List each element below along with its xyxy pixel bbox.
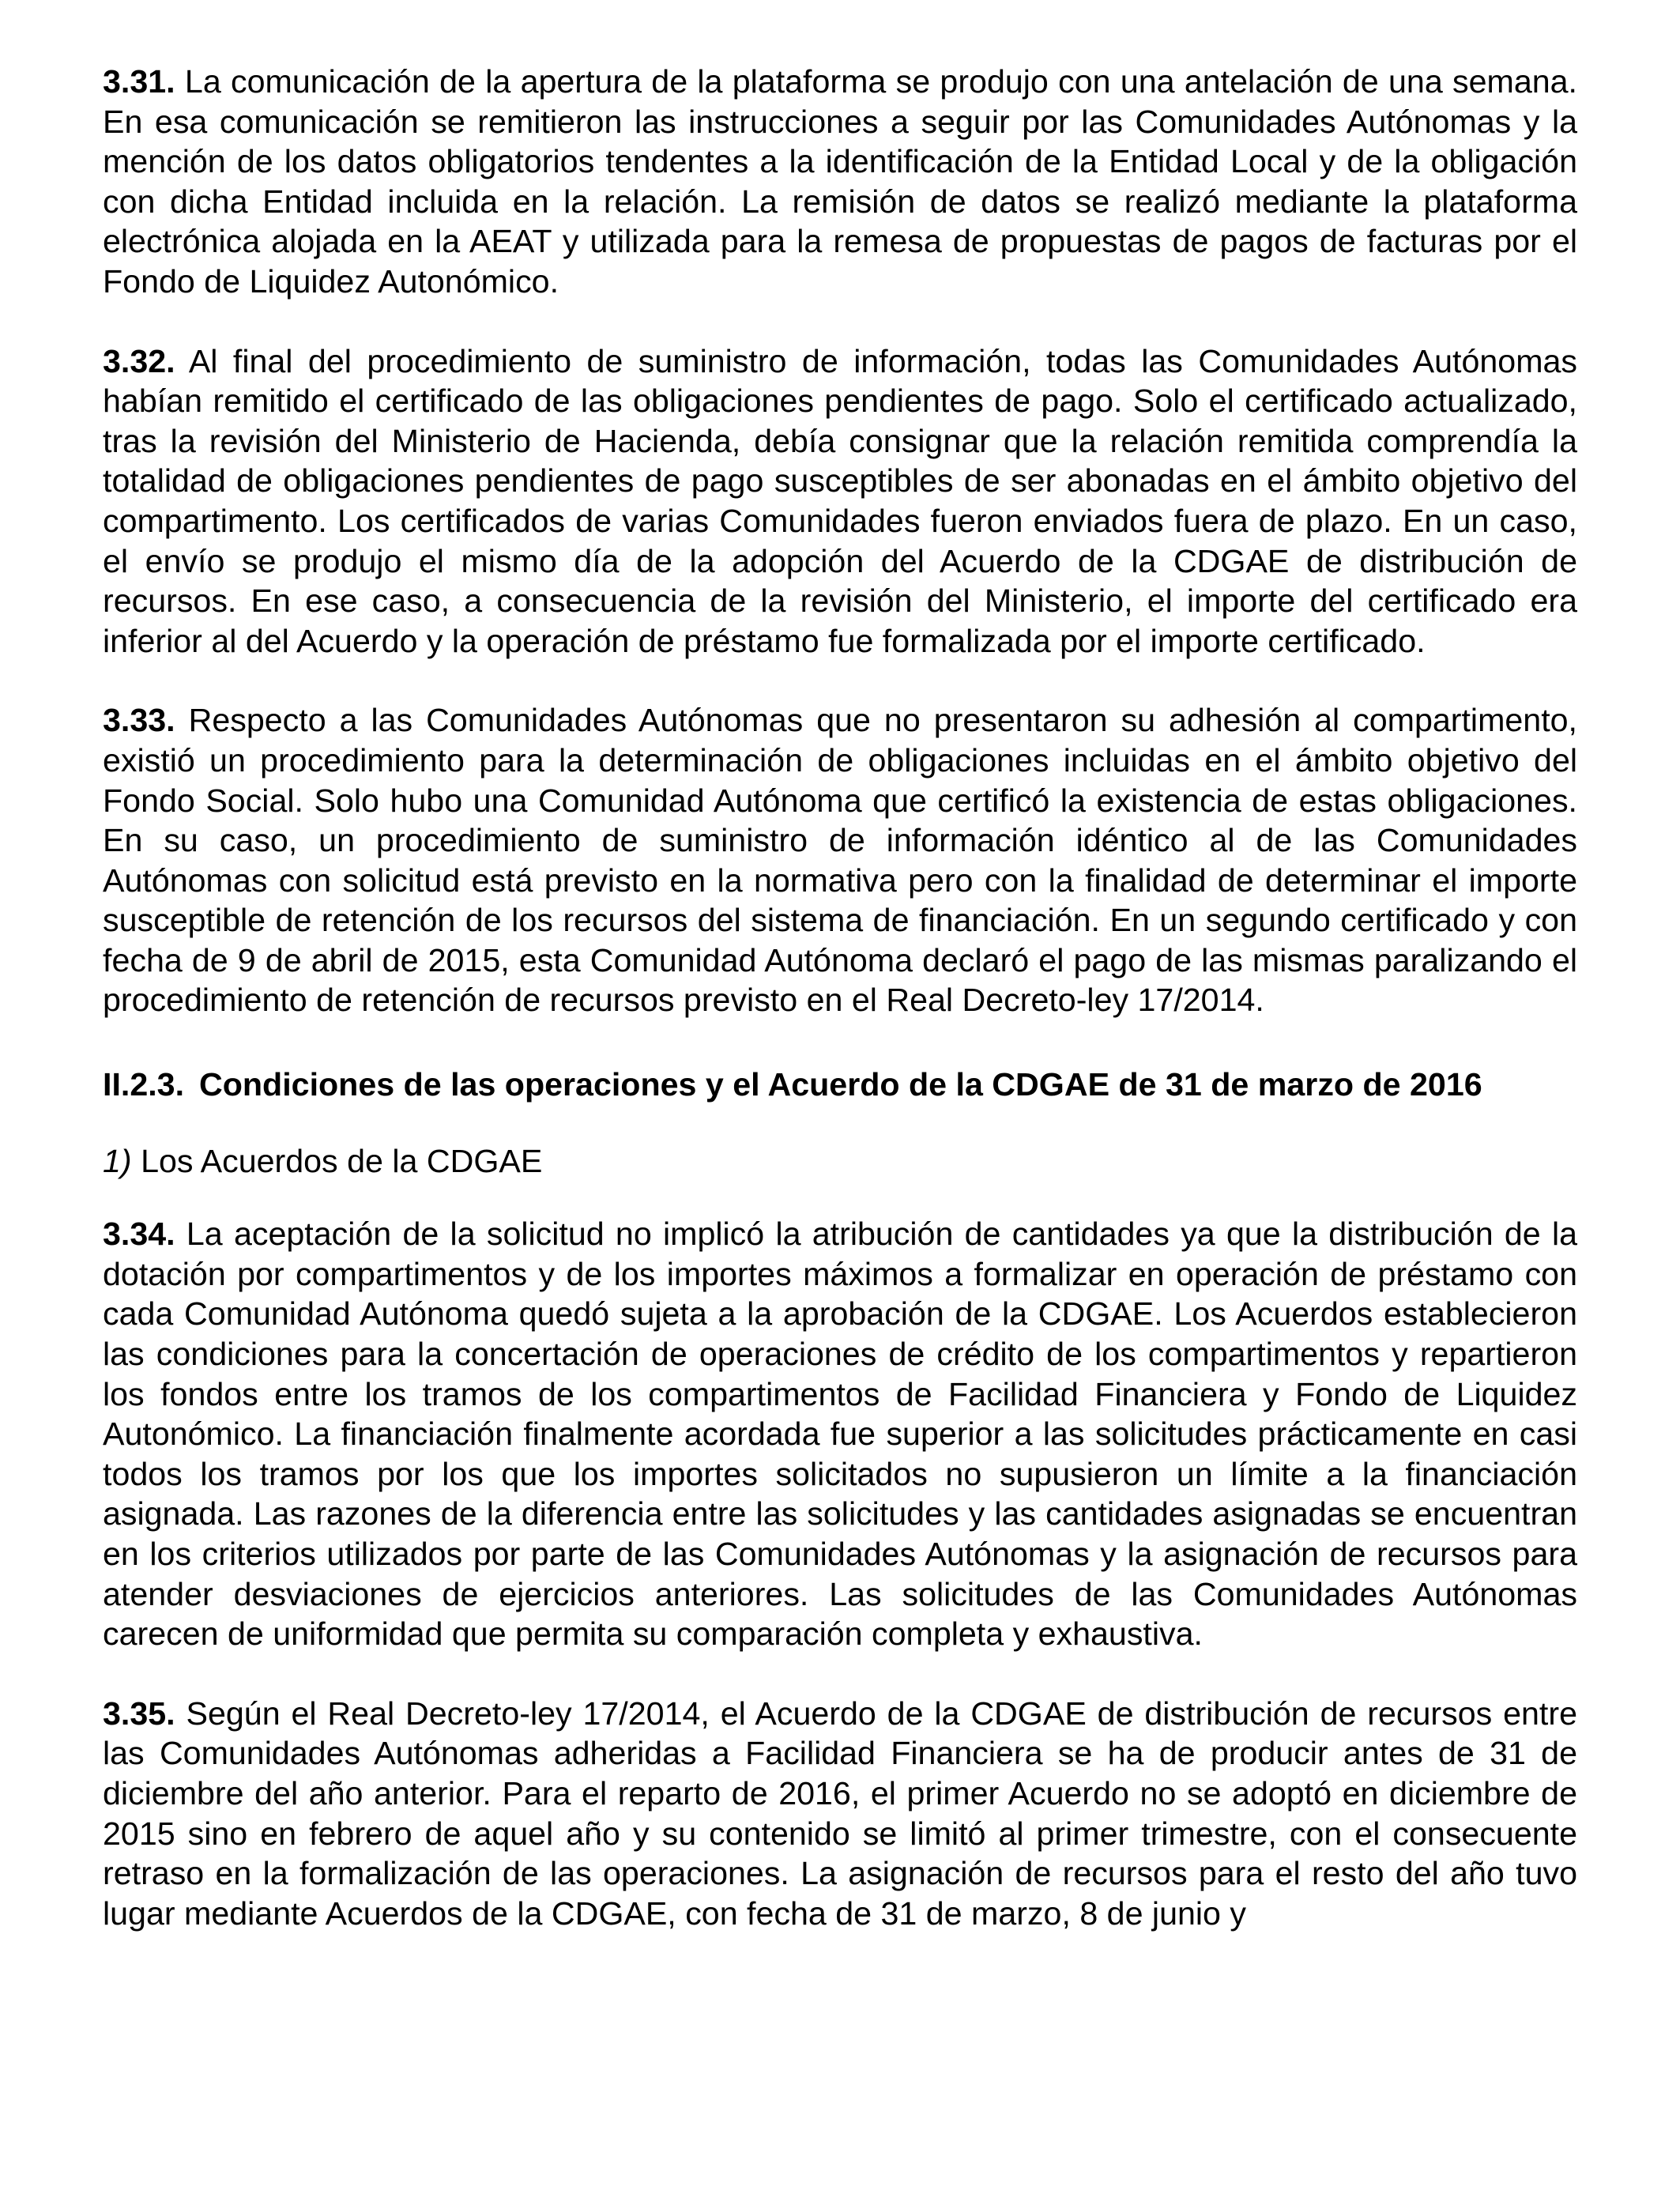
paragraph-3-35 [103,1694,1577,1934]
document-page [103,62,1577,1933]
paragraph-3-34 [103,1214,1577,1654]
paragraph-3-31 [103,62,1577,302]
paragraph-text: Según el Real Decreto-ley 17/2014, el Acuerdo de la CDGAE de distribución de recursos entre las Comunidades Autónomas adheridas a Facilidad Financiera se ha de producir antes de 31 de diciembre del año anterior. Para el reparto de 2016, el primer Acuerdo no se adoptó en diciembre de 2015 sino en febrero de aquel año y su contenido se limitó al primer trimestre, con el consecuente retraso en la formalización de las operaciones. La asignación de recursos para el resto del año tuvo lugar mediante Acuerdos de la CDGAE, con fecha de 31 de marzo, 8 de junio y [103,1695,1577,1932]
paragraph-text: Al final del procedimiento de suministro de información, todas las Comunidades Autónomas habían remitido el certificado de las obligaciones pendientes de pago. Solo el certificado actualizado, tras la revisión del Ministerio de Hacienda, debía consignar que la relación remitida comprendía la totalidad de obligaciones pendientes de pago susceptibles de ser abonadas en el ámbito objetivo del compartimento. Los certificados de varias Comunidades fueron enviados fuera de plazo. En un caso, el envío se produjo el mismo día de la adopción del Acuerdo de la CDGAE de distribución de recursos. En ese caso, a consecuencia de la revisión del Ministerio, el importe del certificado era inferior al del Acuerdo y la operación de préstamo fue formalizada por el importe certificado. [103,342,1578,659]
paragraph-number: 3.33. [103,702,175,739]
paragraph-3-33 [103,700,1577,1020]
paragraph-number: 3.35. [103,1695,175,1732]
paragraph-number: 3.32. [103,342,175,379]
subsection-number: 1) [103,1142,132,1179]
paragraph-3-32 [103,341,1577,662]
subsection-heading [103,1141,1577,1182]
paragraph-number: 3.31. [103,63,175,100]
section-number: II.2.3. [103,1066,185,1103]
paragraph-number: 3.34. [103,1216,175,1253]
paragraph-text: La comunicación de la apertura de la plataforma se produjo con una antelación de una semana. En esa comunicación se remitieron las instrucciones a seguir por las Comunidades Autónomas y la mención de los datos obligatorios tendentes a la identificación de la Entidad Local y de la obligación con dicha Entidad incluida en la relación. La remisión de datos se realizó mediante la plataforma electrónica alojada en la AEAT y utilizada para la remesa de propuestas de pagos de facturas por el Fondo de Liquidez Autonómico. [103,63,1577,300]
section-title: Condiciones de las operaciones y el Acuerdo de la CDGAE de 31 de marzo de 2016 [199,1066,1482,1103]
section-heading [103,1065,1577,1105]
paragraph-text: La aceptación de la solicitud no implicó la atribución de cantidades ya que la distribución de la dotación por compartimentos y de los importes máximos a formalizar en operación de préstamo con cada Comunidad Autónoma quedó sujeta a la aprobación de la CDGAE. Los Acuerdos establecieron las condiciones para la concertación de operaciones de crédito de los compartimentos y repartieron los fondos entre los tramos de los compartimentos de Facilidad Financiera y Fondo de Liquidez Autonómico. La financiación finalmente acordada fue superior a las solicitudes prácticamente en casi todos los tramos por los que los importes solicitados no supusieron un límite a la financiación asignada. Las razones de la diferencia entre las solicitudes y las cantidades asignadas se encuentran en los criterios utilizados por parte de las Comunidades Autónomas y la asignación de recursos para atender desviaciones de ejercicios anteriores. Las solicitudes de las Comunidades Autónomas carecen de uniformidad que permita su comparación completa y exhaustiva. [103,1216,1577,1653]
paragraph-text: Respecto a las Comunidades Autónomas que no presentaron su adhesión al compartimento, existió un procedimiento para la determinación de obligaciones incluidas en el ámbito objetivo del Fondo Social. Solo hubo una Comunidad Autónoma que certificó la existencia de estas obligaciones. En su caso, un procedimiento de suministro de información idéntico al de las Comunidades Autónomas con solicitud está previsto en la normativa pero con la finalidad de determinar el importe susceptible de retención de los recursos del sistema de financiación. En un segundo certificado y con fecha de 9 de abril de 2015, esta Comunidad Autónoma declaró el pago de las mismas paralizando el procedimiento de retención de recursos previsto en el Real Decreto-ley 17/2014. [103,702,1577,1019]
subsection-title: Los Acuerdos de la CDGAE [141,1142,543,1179]
